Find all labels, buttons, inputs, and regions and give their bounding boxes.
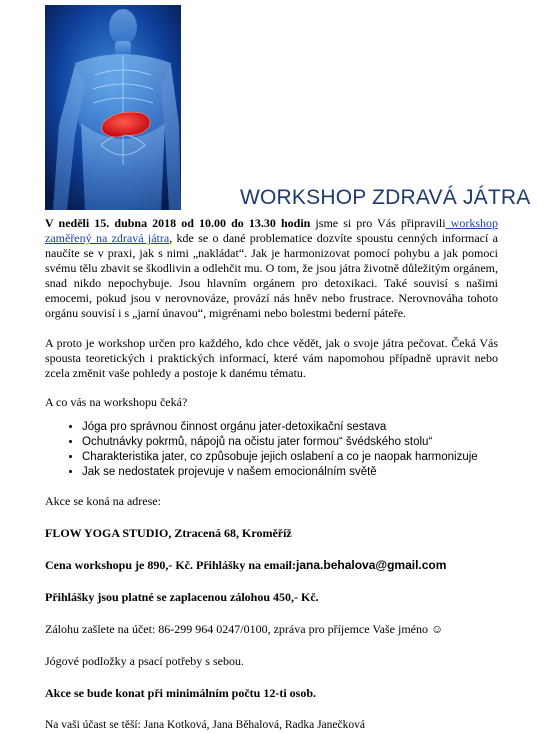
workshop-link[interactable]: workshop zaměřený na zdravá játra	[45, 216, 499, 245]
bring-items: Jógové podložky a psací potřeby s sebou.	[45, 654, 244, 668]
event-date: V neděli 15. dubna 2018 od 10.00 do 13.30 hodin	[45, 216, 311, 230]
audience-paragraph: A proto je workshop určen pro každého, kdo chce vědět, jak o svoje játra pečovat. Čeká Vás spousta teoretických i praktických informací, které vám napomohou případně upravit nebo zcela změnit vaše pohledy a postoje k danému tématu.	[45, 336, 498, 380]
payment-info: Zálohu zašlete na účet: 86-299 964 0247/0100, zpráva pro příjemce Vaše jméno ☺	[45, 622, 444, 636]
list-item: • Jak se nedostatek projevuje v našem emocionálním světě	[82, 465, 498, 480]
program-question: A co vás na workshopu čeká?	[45, 395, 188, 409]
list-item: • Ochutnávky pokrmů, nápojů na očistu jater formou“ švédského stolu“	[82, 435, 498, 450]
anatomy-liver-image	[45, 5, 181, 210]
intro-before-link: jsme si pro Vás připravili	[310, 216, 446, 230]
document-body	[45, 216, 498, 733]
program-list	[45, 420, 498, 480]
price-text: Cena workshopu je 890,- Kč. Přihlášky na email:	[45, 558, 297, 572]
venue-address: FLOW YOGA STUDIO, Ztracená 68, Kroměříž	[45, 526, 292, 540]
list-item: • Charakteristika jater, co způsobuje jejich oslabení a co je naopak harmonizuje	[82, 450, 498, 465]
intro-after-link: , kde se o dané problematice dozvíte spoustu cenných informací a naučíte se v praxi, jak s nimi „nakládat“. Jak je harmonizovat pomocí pohybu a jak pomoci svému tělu zbavit se škodlivin a odlehčit mu. O tom, že jsou játra životně důležitým orgánem, snad nikdo nepochybuje. Jsou hlavním orgánem pro detoxikaci. Také souvisí s našimi emocemi, pokud jsou v nerovnováze, provází nás hněv nebo frustrace. Nerovnováha tohoto orgánu souvisí i s „jarní únavou“, migrénami nebo bolestmi bederní páteře.	[45, 231, 498, 320]
list-item: • Jóga pro správnou činnost orgánu jater-detoxikační sestava	[82, 420, 498, 435]
price-info	[45, 558, 498, 573]
registration-note: Přihlášky jsou platné se zaplacenou zálohou 450,- Kč.	[45, 590, 319, 604]
page-title: WORKSHOP ZDRAVÁ JÁTRA	[240, 186, 531, 209]
contact-email: jana.behalova@gmail.com	[296, 558, 447, 572]
organizers: Na vaši účast se těší: Jana Kotková, Jana Běhalová, Radka Janečková	[45, 719, 365, 731]
minimum-participants: Akce se bude konat při minimálním počtu 12-ti osob.	[45, 686, 317, 700]
body-illustration	[45, 5, 181, 210]
intro-paragraph	[45, 216, 498, 321]
address-intro: Akce se koná na adrese:	[45, 494, 161, 508]
